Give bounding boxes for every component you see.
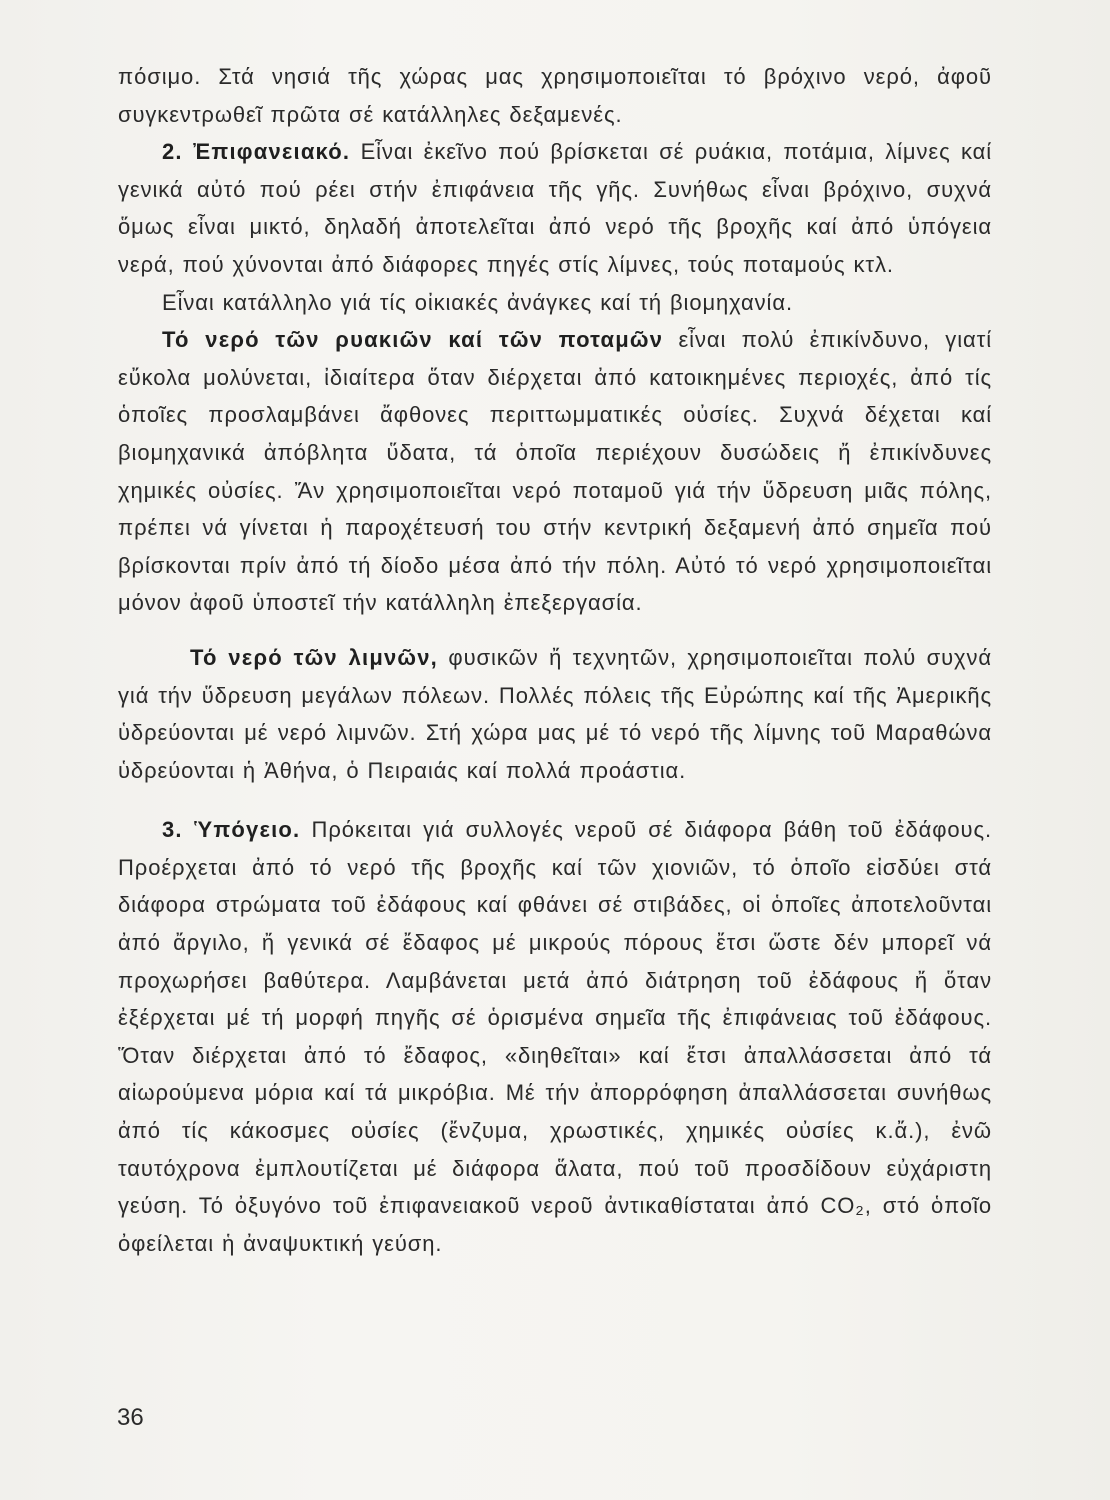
section-heading-groundwater: 3. Ὑπόγειο. (162, 817, 301, 843)
paragraph-text: Εἶναι ἐκεῖνο πού βρίσκεται σέ ρυάκια, ποτάμια, λίμνες καί γενικά αὐτό πού ρέει στήν ἐπιφάνεια τῆς γῆς. Συνήθως εἶναι βρόχινο, συχνά ὅμως εἶναι μικτό, δηλαδή ἀποτελεῖται ἀπό νερό τῆς βροχῆς καί ἀπό ὑπόγεια νερά, πού χύνονται ἀπό διάφορες πηγές στίς λίμνες, τούς ποταμούς κτλ. (118, 139, 992, 277)
page-number: 36 (117, 1404, 144, 1431)
paragraph-suitability: Εἶναι κατάλληλο γιά τίς οἰκιακές ἀνάγκες καί τή βιομηχανία. (162, 289, 793, 315)
paragraph-surface-water (118, 133, 992, 283)
paragraph-text: Πρόκειται γιά συλλογές νεροῦ σέ διάφορα βάθη τοῦ ἐδάφους. Προέρχεται ἀπό τό νερό τῆς βροχῆς καί τῶν χιονιῶν, τό ὁποῖο εἰσδύει στά διάφορα στρώματα τοῦ ἐδάφους καί φθάνει σέ στιβάδες, οἱ ὁποῖες ἀποτελοῦνται ἀπό ἄργιλο, ἤ γενικά σέ ἔδαφος μέ μικρούς πόρους ἔτσι ὥστε δέν μπορεῖ νά προχωρήσει βαθύτερα. Λαμβάνεται μετά ἀπό διάτρηση τοῦ ἐδάφους ἤ ὅταν ἐξέρχεται μέ τή μορφή πηγῆς σέ ὁρισμένα σημεῖα τῆς ἐπιφάνειας τοῦ ἐδάφους. Ὅταν διέρχεται ἀπό τό ἔδαφος, «διηθεῖται» καί ἔτσι ἀπαλλάσσεται ἀπό τά αἰωρούμενα μόρια καί τά μικρόβια. Μέ τήν ἀπορρόφηση ἀπαλλάσσεται συνήθως ἀπό τίς κάκοσμες οὐσίες (ἔνζυμα, χρωστικές, χημικές οὐσίες κ.ἄ.), ἐνῶ ταυτόχρονα ἐμπλουτίζεται μέ διάφορα ἅλατα, πού τοῦ προσδίδουν εὐχάριστη γεύση. Τό ὀξυγόνο τοῦ ἐπιφανειακοῦ νεροῦ ἀντικαθίσταται ἀπό CO₂, στό ὁποῖο ὀφείλεται ἡ ἀναψυκτική γεύση. (118, 817, 992, 1256)
body-text (118, 58, 992, 1262)
paragraph-lakes (118, 639, 992, 789)
paragraph-text: φυσικῶν ἤ τεχνητῶν, χρησιμοποιεῖται πολύ συχνά γιά τήν ὕδρευση μεγάλων πόλεων. Πολλές πόλεις τῆς Εὐρώπης καί τῆς Ἀμερικῆς ὑδρεύονται μέ νερό λιμνῶν. Στή χώρα μας μέ τό νερό τῆς λίμνης τοῦ Μαραθώνα ὑδρεύονται ἡ Ἀθήνα, ὁ Πειραιάς καί πολλά προάστια. (118, 644, 992, 783)
subheading-rivers: Τό νερό τῶν ρυακιῶν καί τῶν ποταμῶν (162, 327, 664, 353)
paragraph-groundwater (118, 811, 992, 1262)
paragraph-text: εἶναι πολύ ἐπικίνδυνο, γιατί εὔκολα μολύνεται, ἰδιαίτερα ὅταν διέρχεται ἀπό κατοικημένες περιοχές, ἀπό τίς ὁποῖες προσλαμβάνει ἄφθονες περιττωμματικές οὐσίες. Συχνά δέχεται καί βιομηχανικά ἀπόβλητα ὕδατα, τά ὁποῖα περιέχουν δυσώδεις ἤ ἐπικίνδυνες χημικές οὐσίες. Ἄν χρησιμοποιεῖται νερό ποταμοῦ γιά τήν ὕδρευση μιᾶς πόλης, πρέπει νά γίνεται ἡ παροχέτευσή του στήν κεντρική δεξαμενή ἀπό σημεῖα πού βρίσκονται πρίν ἀπό τή δίοδο μέσα ἀπό τήν πόλη. Αὐτό τό νερό χρησιμοποιεῖται μόνον ἀφοῦ ὑποστεῖ τήν κατάλληλη ἐπεξεργασία. (118, 327, 992, 616)
paragraph-rivers (118, 321, 992, 622)
subheading-lakes: Τό νερό τῶν λιμνῶν, (190, 644, 438, 670)
section-heading-surface: 2. Ἐπιφανειακό. (162, 139, 351, 165)
paragraph-continuation: πόσιμο. Στά νησιά τῆς χώρας μας χρησιμοποιεῖται τό βρόχινο νερό, ἀφοῦ συγκεντρωθεῖ πρῶτα σέ κατάλληλες δεξαμενές. (118, 64, 992, 127)
